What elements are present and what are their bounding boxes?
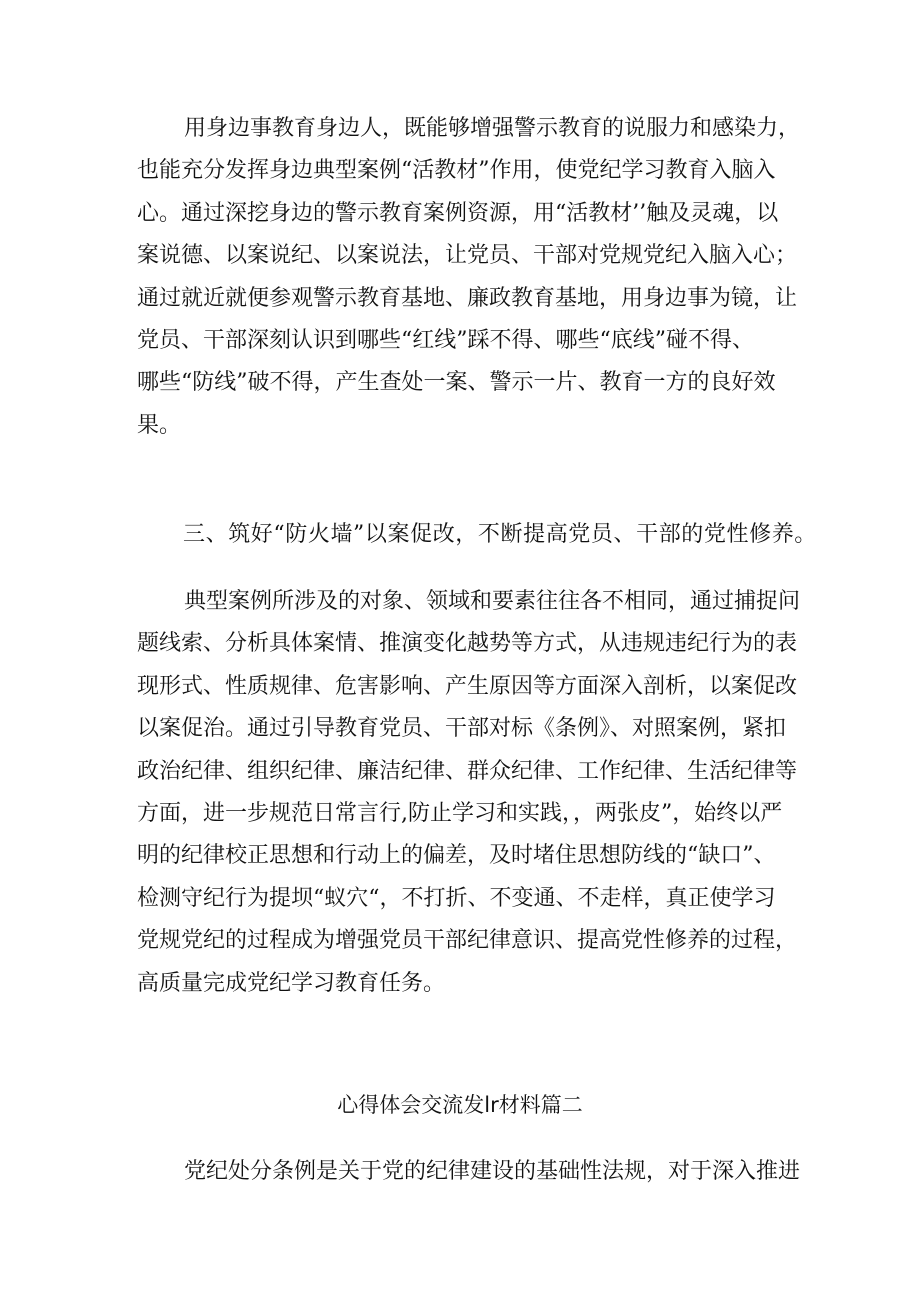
paragraph-line: 党员、干部深刻认识到哪些“红线”踩不得、哪些“底线”碰不得、 xyxy=(137,327,754,353)
paragraph-line: 题线索、分析具体案情、推演变化越势等方式，从违规违纪行为的表 xyxy=(137,631,798,657)
paragraph-line: 明的纪律校正思想和行动上的偏差，及时堵住思想防线的“缺口”、 xyxy=(137,843,776,869)
paragraph-line: 典型案例所涉及的对象、领域和要素往往各不相同，通过捕捉问 xyxy=(184,589,801,614)
paragraph-3 xyxy=(137,1151,801,1193)
paragraph-line: 哪些“防线”破不得，产生查处一案、警示一片、教育一方的良好效 xyxy=(137,370,776,396)
paragraph-line: 现形式、性质规律、危害影响、产生原因等方面深入剖析，以案促改 xyxy=(137,673,798,699)
paragraph-line: 也能充分发挥身边典型案例“活教材”作用，使党纪学习教育入脑入 xyxy=(137,158,776,184)
paragraph-line: 通过就近就便参观警示教育基地、廉政教育基地，用身边事为镜，让 xyxy=(137,285,798,311)
paragraph-line: 以案促治。通过引导教育党员、干部对标《条例》、对照案例，紧扣 xyxy=(137,716,787,742)
paragraph-line: 案说德、以案说纪、以案说法，让党员、干部对党规党纪入脑入心； xyxy=(137,243,798,269)
paragraph-line: 政治纪律、组织纪律、廉洁纪律、群众纪律、工作纪律、生活纪律等 xyxy=(137,758,798,784)
paragraph-1 xyxy=(137,108,801,447)
paragraph-line: 心。通过深挖身边的警示教育案例资源，用“活教材’’触及灵魂，以 xyxy=(137,200,779,226)
section-heading-3: 三、筑好“防火墙”以案促改，不断提高党员、干部的党性修养。 xyxy=(183,522,817,547)
paragraph-line: 高质量完成党纪学习教育任务。 xyxy=(137,970,446,996)
paragraph-line: 党纪处分条例是关于党的纪律建设的基础性法规，对于深入推进 xyxy=(184,1159,801,1184)
paragraph-line: 党规党纪的过程成为增强党员干部纪律意识、提高党性修养的过程， xyxy=(137,928,798,954)
section-title: 心得体会交流发lr材料篇二 xyxy=(337,1093,583,1117)
paragraph-line: 用身边事教育身边人，既能够增强警示教育的说服力和感染力， xyxy=(184,116,801,141)
paragraph-line: 方面，进一步规范日常言行,防止学习和实践，，两张皮”，始终以严 xyxy=(137,800,783,826)
paragraph-line: 果。 xyxy=(137,412,182,438)
paragraph-2 xyxy=(137,581,801,1005)
paragraph-line: 检测守纪行为提坝“蚁穴“，不打折、不变通、不走样，真正使学习 xyxy=(137,885,776,911)
